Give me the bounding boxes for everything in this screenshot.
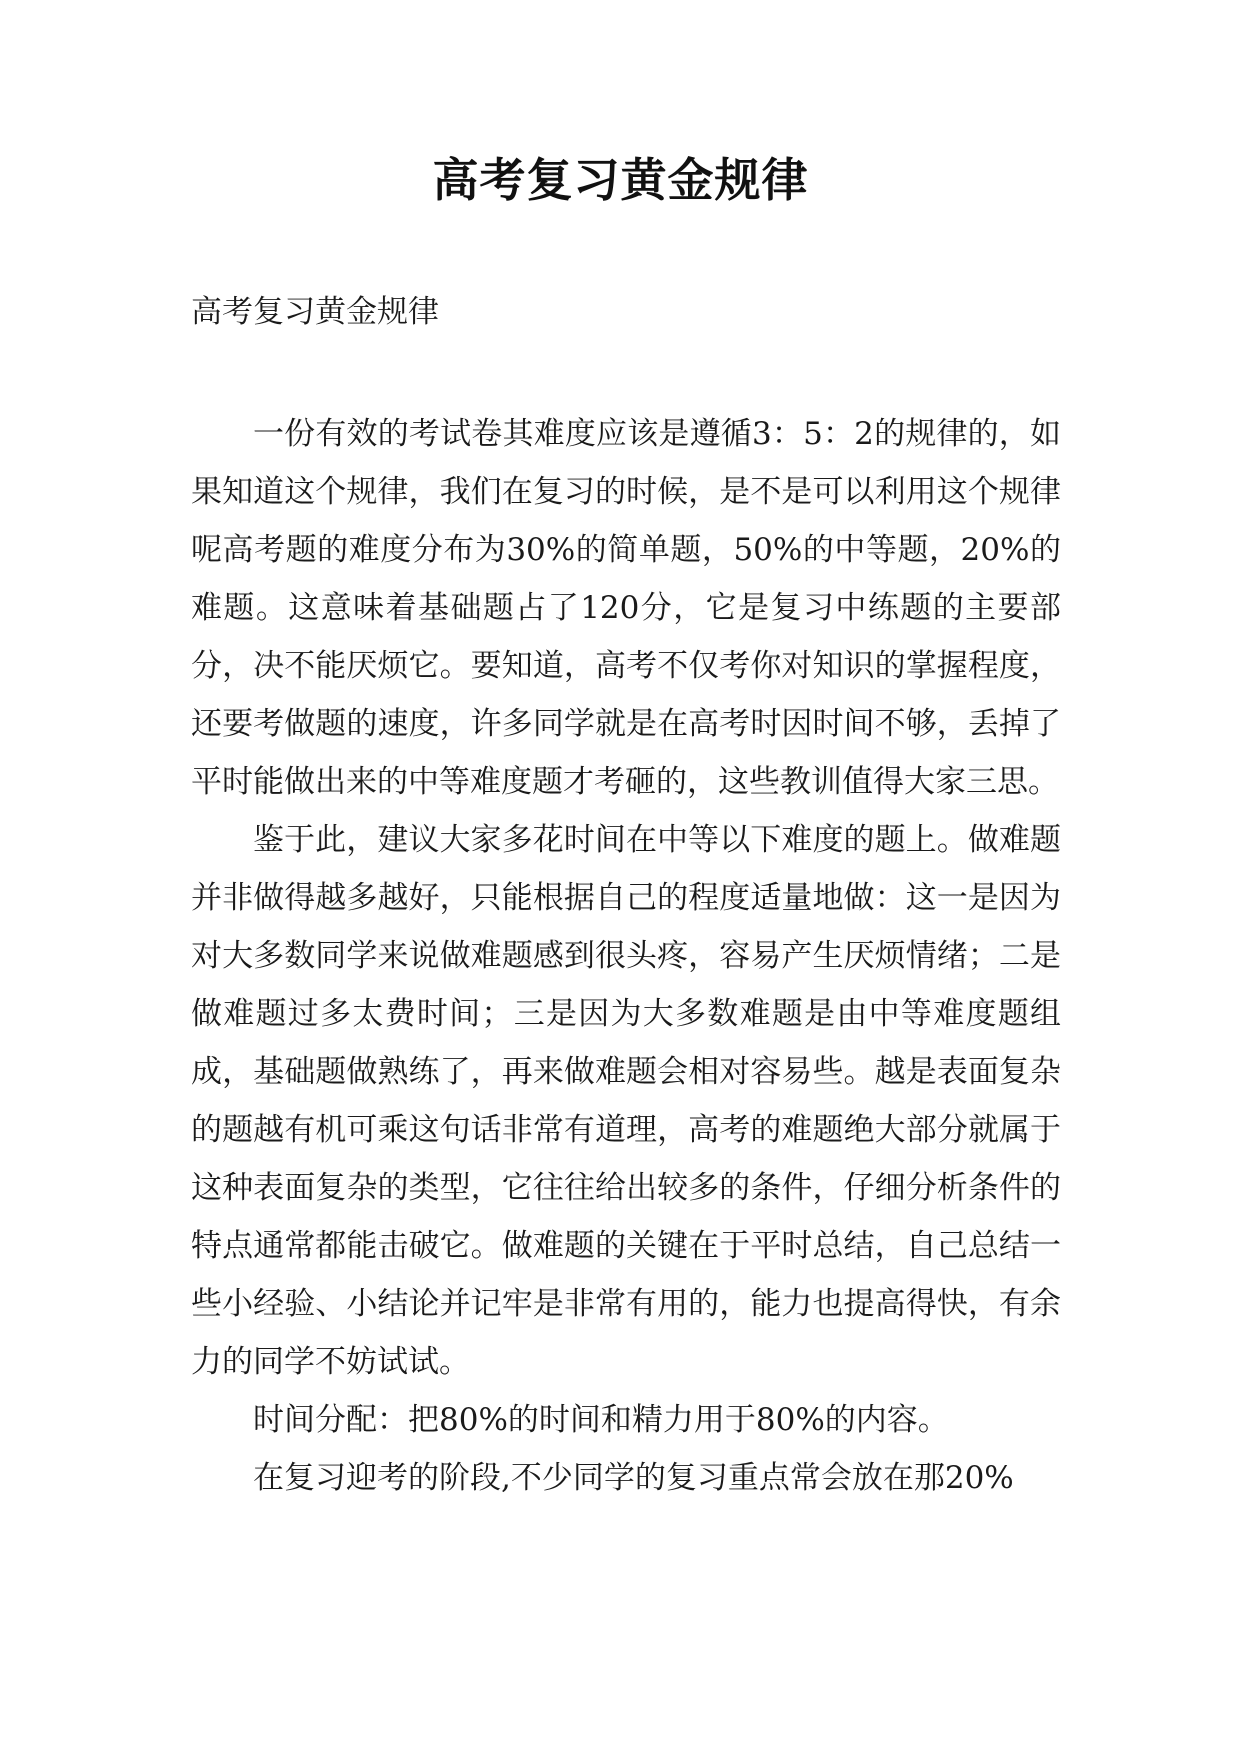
paragraph-review-focus: 在复习迎考的阶段,不少同学的复习重点常会放在那20%: [253, 1460, 1014, 1496]
document-subtitle: 高考复习黄金规律: [191, 294, 439, 330]
paragraph-time-allocation: 时间分配：把80%的时间和精力用于80%的内容。: [253, 1402, 949, 1438]
document-body: [191, 405, 1061, 1507]
document-title: 高考复习黄金规律: [432, 153, 809, 207]
paragraph-advice: 鉴于此，建议大家多花时间在中等以下难度的题上。做难题并非做得越多越好，只能根据自己的程度适量地做：这一是因为对大多数同学来说做难题感到很头疼，容易产生厌烦情绪；二是做难题过多太费时间；三是因为大多数难题是由中等难度题组成，基础题做熟练了，再来做难题会相对容易些。越是表面复杂的题越有机可乘这句话非常有道理，高考的难题绝大部分就属于这种表面复杂的类型，它往往给出较多的条件，仔细分析条件的特点通常都能击破它。做难题的关键在于平时总结，自己总结一些小经验、小结论并记牢是非常有用的，能力也提高得快，有余力的同学不妨试试。: [191, 822, 1061, 1380]
paragraph-difficulty-ratio: 一份有效的考试卷其难度应该是遵循3：5：2的规律的，如果知道这个规律，我们在复习的时候，是不是可以利用这个规律呢高考题的难度分布为30%的简单题，50%的中等题，20%的难题。这意味着基础题占了120分，它是复习中练题的主要部分，决不能厌烦它。要知道，高考不仅考你对知识的掌握程度，还要考做题的速度，许多同学就是在高考时因时间不够，丢掉了平时能做出来的中等难度题才考砸的，这些教训值得大家三思。: [191, 416, 1061, 800]
